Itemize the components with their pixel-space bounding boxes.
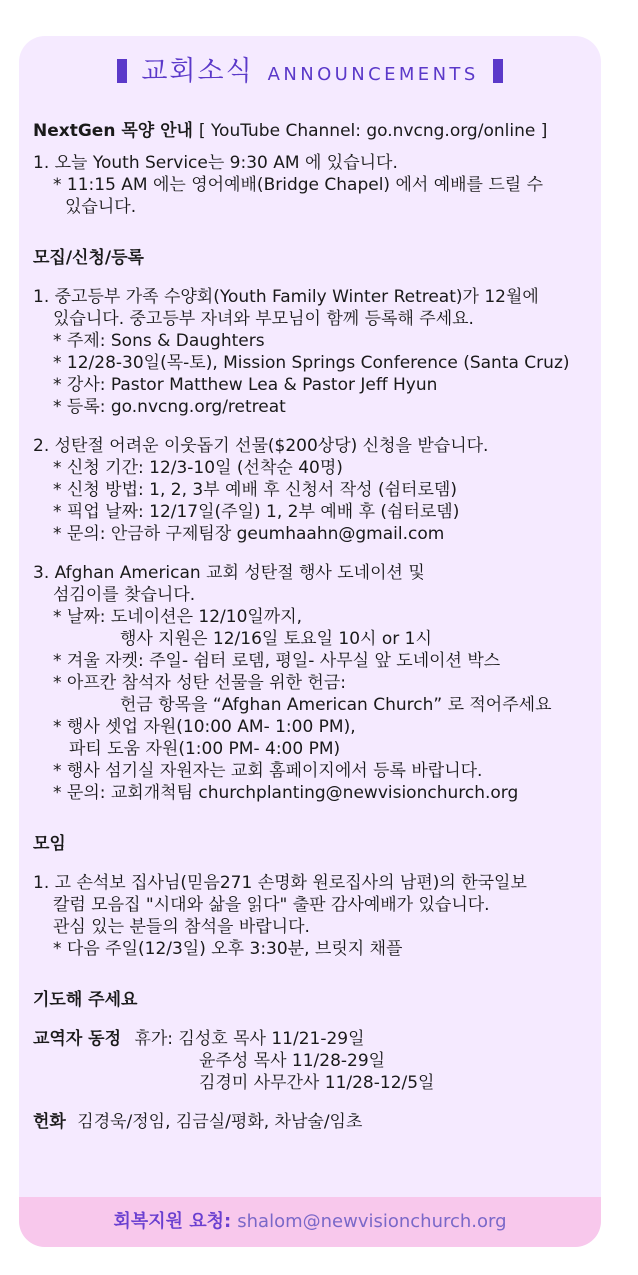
contact-email-churchplanting[interactable]: * 문의: 교회개척팀 churchplanting@newvisionchurch.org: [53, 783, 519, 803]
recruit-item3-line: 행사 지원은 12/16일 토요일 10시 or 1시: [120, 629, 432, 649]
nextgen-line: * 11:15 AM 에는 영어예배(Bridge Chapel) 에서 예배를 드릴 수: [53, 175, 544, 195]
recruit-item3-line: * 행사 셋업 자원(10:00 AM- 1:00 PM),: [53, 717, 356, 737]
recruit-item2-line: * 신청 방법: 1, 2, 3부 예배 후 신청서 작성 (쉼터로뎀): [53, 480, 457, 500]
recruit-item3-line: * 아프칸 참석자 성탄 선물을 위한 헌금:: [53, 673, 346, 693]
recruit-item3-line: 섬김이를 찾습니다.: [53, 585, 196, 605]
nextgen-heading: [33, 120, 595, 142]
staff-news-line: 김경미 사무간사 11/28-12/5일: [199, 1073, 435, 1093]
recruit-item1-line: 있습니다. 중고등부 자녀와 부모님이 함께 등록해 주세요.: [53, 309, 474, 329]
nextgen-title: NextGen 목양 안내: [33, 121, 193, 141]
title-bar-right: [493, 59, 503, 83]
meeting-line: 1. 고 손석보 집사님(믿음271 손명화 원로집사의 남편)의 한국일보: [33, 873, 527, 893]
recruit-item3-line: * 겨울 자켓: 주일- 쉼터 로뎀, 평일- 사무실 앞 도네이션 박스: [53, 651, 501, 671]
footer-email-link[interactable]: shalom@newvisionchurch.org: [237, 1211, 507, 1232]
recruit-item1-line: * 강사: Pastor Matthew Lea & Pastor Jeff Hyun: [53, 375, 438, 395]
recovery-support-footer: [19, 1197, 601, 1247]
staff-news-line: 윤주성 목사 11/28-29일: [199, 1051, 386, 1071]
announcements-card: [19, 36, 601, 1247]
recruit-item2-line: 2. 성탄절 어려운 이웃돕기 선물($200상당) 신청을 받습니다.: [33, 436, 489, 456]
title-english: ANNOUNCEMENTS: [267, 64, 479, 85]
flowers-text: 김경욱/정임, 김금실/평화, 차남술/임초: [77, 1112, 363, 1132]
footer-label: 회복지원 요청:: [113, 1211, 232, 1232]
staff-news-row: [33, 1028, 595, 1050]
meeting-line: * 다음 주일(12/3일) 오후 3:30분, 브릿지 채플: [53, 939, 403, 959]
title-bar-left: [117, 59, 127, 83]
staff-news-label: 교역자 동정: [33, 1029, 122, 1049]
recruit-item2-line: * 신청 기간: 12/3-10일 (선착순 40명): [53, 458, 343, 478]
recruit-item1-line: 1. 중고등부 가족 수양회(Youth Family Winter Retreat)가 12월에: [33, 287, 539, 307]
retreat-link[interactable]: * 등록: go.nvcng.org/retreat: [53, 397, 286, 417]
nextgen-line: 1. 오늘 Youth Service는 9:30 AM 에 있습니다.: [33, 153, 398, 173]
recruit-item3-line: * 날짜: 도네이션은 12/10일까지,: [53, 607, 303, 627]
nextgen-line: 있습니다.: [65, 197, 137, 217]
recruit-item3-line: 헌금 항목을 “Afghan American Church” 로 적어주세요: [120, 695, 552, 715]
flowers-label: 헌화: [33, 1112, 66, 1132]
staff-news-line: 휴가: 김성호 목사 11/21-29일: [134, 1029, 365, 1049]
announcements-content: [33, 120, 595, 1133]
nextgen-channel-link[interactable]: [ YouTube Channel: go.nvcng.org/online ]: [198, 121, 548, 141]
recruit-item1-line: * 12/28-30일(목-토), Mission Springs Conference (Santa Cruz): [53, 353, 570, 373]
recruit-heading: 모집/신청/등록: [33, 248, 144, 268]
meeting-heading: 모임: [33, 834, 66, 854]
page-title: [19, 49, 601, 88]
recruit-item3-line: 3. Afghan American 교회 성탄절 행사 도네이션 및: [33, 563, 425, 583]
recruit-item1-line: * 주제: Sons & Daughters: [53, 331, 265, 351]
meeting-line: 관심 있는 분들의 참석을 바랍니다.: [53, 917, 310, 937]
recruit-item3-line: * 행사 섬기실 자원자는 교회 홈페이지에서 등록 바랍니다.: [53, 761, 483, 781]
meeting-line: 칼럼 모음집 "시대와 삶을 읽다" 출판 감사예배가 있습니다.: [53, 895, 490, 915]
contact-email-geumhaahn[interactable]: * 문의: 안금하 구제팀장 geumhaahn@gmail.com: [53, 524, 445, 544]
recruit-item3-line: 파티 도움 자원(1:00 PM- 4:00 PM): [69, 739, 341, 759]
recruit-item2-line: * 픽업 날짜: 12/17일(주일) 1, 2부 예배 후 (쉼터로뎀): [53, 502, 460, 522]
flowers-row: [33, 1111, 595, 1133]
title-korean: 교회소식: [141, 56, 254, 87]
prayer-heading: 기도해 주세요: [33, 990, 138, 1010]
